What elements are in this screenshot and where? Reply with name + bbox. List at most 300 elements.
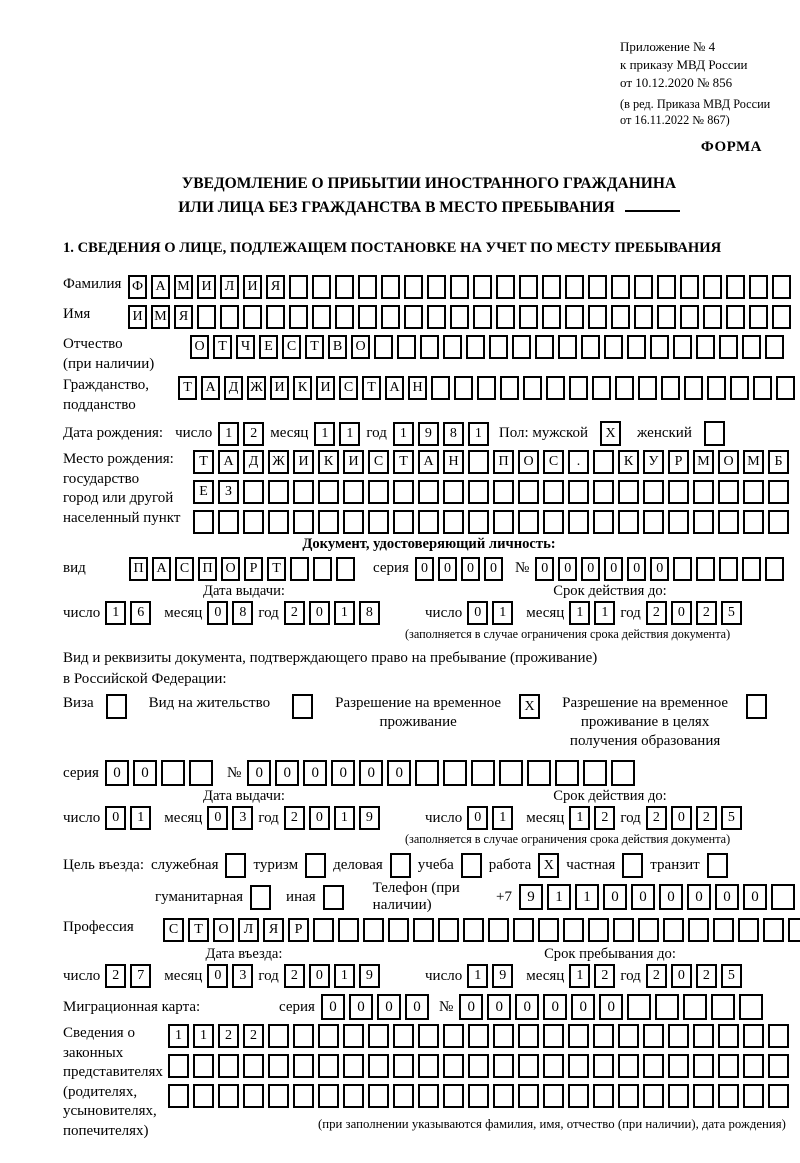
char-box[interactable]	[543, 1084, 564, 1108]
char-box[interactable]	[615, 376, 634, 400]
char-box[interactable]	[413, 918, 434, 942]
char-box[interactable]: 8	[443, 422, 464, 446]
char-box[interactable]	[420, 335, 439, 359]
char-box[interactable]	[368, 1054, 389, 1078]
char-box[interactable]: С	[339, 376, 358, 400]
char-box[interactable]	[518, 1054, 539, 1078]
purpose-transit-checkbox[interactable]	[707, 853, 728, 878]
char-box[interactable]	[313, 918, 334, 942]
char-box[interactable]	[268, 510, 289, 534]
char-box[interactable]: Д	[243, 450, 264, 474]
char-box[interactable]	[443, 510, 464, 534]
char-box[interactable]	[538, 918, 559, 942]
char-box[interactable]: 0	[461, 557, 480, 581]
char-box[interactable]	[488, 918, 509, 942]
char-box[interactable]	[569, 376, 588, 400]
char-box[interactable]	[707, 376, 726, 400]
char-box[interactable]	[266, 305, 285, 329]
temp-residence-education-checkbox[interactable]	[746, 694, 767, 719]
char-box[interactable]	[393, 1024, 414, 1048]
residence-issue-month-input[interactable]	[207, 806, 253, 830]
char-box[interactable]: Р	[288, 918, 309, 942]
char-box[interactable]	[390, 853, 411, 878]
char-box[interactable]: 0	[309, 964, 330, 988]
char-box[interactable]: 1	[334, 601, 355, 625]
char-box[interactable]: 8	[359, 601, 380, 625]
char-box[interactable]: Е	[193, 480, 214, 504]
char-box[interactable]	[268, 480, 289, 504]
char-box[interactable]	[688, 918, 709, 942]
char-box[interactable]	[565, 305, 584, 329]
char-box[interactable]	[543, 510, 564, 534]
char-box[interactable]	[704, 421, 725, 446]
char-box[interactable]	[611, 760, 635, 786]
char-box[interactable]	[583, 760, 607, 786]
char-box[interactable]	[739, 994, 763, 1020]
char-box[interactable]: 0	[487, 994, 511, 1020]
char-box[interactable]: Я	[174, 305, 193, 329]
char-box[interactable]	[542, 275, 561, 299]
profession-input[interactable]	[163, 918, 800, 942]
char-box[interactable]: 1	[575, 884, 599, 910]
char-box[interactable]	[368, 510, 389, 534]
char-box[interactable]	[468, 480, 489, 504]
char-box[interactable]: И	[128, 305, 147, 329]
purpose-study-checkbox[interactable]	[461, 853, 482, 878]
birth-place-line2-input[interactable]	[193, 480, 789, 504]
char-box[interactable]	[768, 480, 789, 504]
char-box[interactable]: Д	[224, 376, 243, 400]
char-box[interactable]	[771, 884, 795, 910]
char-box[interactable]: 1	[193, 1024, 214, 1048]
char-box[interactable]	[768, 1084, 789, 1108]
char-box[interactable]	[527, 760, 551, 786]
char-box[interactable]: З	[218, 480, 239, 504]
char-box[interactable]	[565, 275, 584, 299]
char-box[interactable]	[568, 480, 589, 504]
char-box[interactable]: 3	[232, 806, 253, 830]
char-box[interactable]	[336, 557, 355, 581]
char-box[interactable]: Н	[443, 450, 464, 474]
char-box[interactable]	[568, 1054, 589, 1078]
char-box[interactable]	[161, 760, 185, 786]
char-box[interactable]: Т	[213, 335, 232, 359]
char-box[interactable]: 1	[105, 601, 126, 625]
representatives-line1-input[interactable]	[168, 1024, 789, 1048]
char-box[interactable]	[634, 305, 653, 329]
char-box[interactable]	[293, 510, 314, 534]
char-box[interactable]	[663, 918, 684, 942]
char-box[interactable]: 0	[438, 557, 457, 581]
birth-year-input[interactable]	[393, 422, 489, 446]
char-box[interactable]	[243, 305, 262, 329]
char-box[interactable]	[471, 760, 495, 786]
char-box[interactable]: Ж	[268, 450, 289, 474]
char-box[interactable]	[493, 1024, 514, 1048]
purpose-official-checkbox[interactable]	[225, 853, 246, 878]
char-box[interactable]	[768, 510, 789, 534]
char-box[interactable]: 1	[569, 806, 590, 830]
doc-number-input[interactable]	[535, 557, 784, 581]
char-box[interactable]: Р	[668, 450, 689, 474]
char-box[interactable]: 9	[359, 964, 380, 988]
char-box[interactable]	[588, 918, 609, 942]
char-box[interactable]	[418, 1024, 439, 1048]
char-box[interactable]	[593, 450, 614, 474]
char-box[interactable]	[519, 305, 538, 329]
char-box[interactable]	[657, 275, 676, 299]
char-box[interactable]: М	[743, 450, 764, 474]
birth-place-line3-input[interactable]	[193, 510, 789, 534]
char-box[interactable]: С	[175, 557, 194, 581]
char-box[interactable]	[668, 1084, 689, 1108]
char-box[interactable]: 0	[599, 994, 623, 1020]
entry-day-input[interactable]	[105, 964, 151, 988]
doc-issue-month-input[interactable]	[207, 601, 253, 625]
char-box[interactable]	[463, 918, 484, 942]
char-box[interactable]	[668, 480, 689, 504]
char-box[interactable]: 2	[243, 422, 264, 446]
residence-permit-checkbox[interactable]	[292, 694, 313, 719]
residence-issue-year-input[interactable]	[284, 806, 380, 830]
char-box[interactable]	[318, 1024, 339, 1048]
char-box[interactable]	[568, 510, 589, 534]
char-box[interactable]	[293, 1024, 314, 1048]
char-box[interactable]	[218, 1054, 239, 1078]
char-box[interactable]	[493, 1084, 514, 1108]
char-box[interactable]	[746, 694, 767, 719]
char-box[interactable]: 0	[627, 557, 646, 581]
residence-number-input[interactable]	[247, 760, 635, 786]
char-box[interactable]	[268, 1054, 289, 1078]
given-name-input[interactable]	[128, 305, 791, 329]
char-box[interactable]: 2	[594, 964, 615, 988]
char-box[interactable]: О	[213, 918, 234, 942]
char-box[interactable]: X	[519, 694, 540, 719]
char-box[interactable]: Я	[266, 275, 285, 299]
char-box[interactable]	[318, 1084, 339, 1108]
char-box[interactable]: 1	[594, 601, 615, 625]
char-box[interactable]	[292, 694, 313, 719]
char-box[interactable]	[707, 853, 728, 878]
char-box[interactable]: 0	[715, 884, 739, 910]
char-box[interactable]: 0	[535, 557, 554, 581]
char-box[interactable]	[427, 305, 446, 329]
char-box[interactable]	[657, 305, 676, 329]
char-box[interactable]: О	[718, 450, 739, 474]
char-box[interactable]	[358, 305, 377, 329]
char-box[interactable]	[468, 1024, 489, 1048]
char-box[interactable]	[643, 480, 664, 504]
representatives-line2-input[interactable]	[168, 1054, 789, 1078]
char-box[interactable]	[450, 305, 469, 329]
residence-issue-day-input[interactable]	[105, 806, 151, 830]
char-box[interactable]	[443, 1024, 464, 1048]
char-box[interactable]	[343, 510, 364, 534]
doc-expiry-year-input[interactable]	[646, 601, 742, 625]
char-box[interactable]	[289, 275, 308, 299]
char-box[interactable]: 0	[558, 557, 577, 581]
char-box[interactable]	[693, 480, 714, 504]
residence-expiry-year-input[interactable]	[646, 806, 742, 830]
char-box[interactable]	[368, 480, 389, 504]
char-box[interactable]	[719, 335, 738, 359]
purpose-humanitarian-checkbox[interactable]	[250, 885, 271, 910]
char-box[interactable]: X	[538, 853, 559, 878]
char-box[interactable]: Ч	[236, 335, 255, 359]
char-box[interactable]: 8	[232, 601, 253, 625]
char-box[interactable]: 2	[105, 964, 126, 988]
char-box[interactable]: 0	[459, 994, 483, 1020]
char-box[interactable]	[500, 376, 519, 400]
residence-series-input[interactable]	[105, 760, 213, 786]
char-box[interactable]	[335, 275, 354, 299]
char-box[interactable]: 5	[721, 601, 742, 625]
char-box[interactable]: 0	[467, 601, 488, 625]
char-box[interactable]: 2	[696, 806, 717, 830]
char-box[interactable]: А	[385, 376, 404, 400]
char-box[interactable]	[703, 275, 722, 299]
char-box[interactable]	[588, 305, 607, 329]
char-box[interactable]	[683, 994, 707, 1020]
char-box[interactable]: Р	[244, 557, 263, 581]
char-box[interactable]: 0	[405, 994, 429, 1020]
char-box[interactable]	[696, 557, 715, 581]
char-box[interactable]: Т	[193, 450, 214, 474]
char-box[interactable]: 2	[284, 964, 305, 988]
char-box[interactable]	[431, 376, 450, 400]
char-box[interactable]: 2	[646, 601, 667, 625]
char-box[interactable]	[542, 305, 561, 329]
char-box[interactable]	[381, 275, 400, 299]
purpose-other-checkbox[interactable]	[323, 885, 344, 910]
char-box[interactable]	[393, 480, 414, 504]
char-box[interactable]	[368, 1084, 389, 1108]
char-box[interactable]	[673, 557, 692, 581]
char-box[interactable]	[168, 1084, 189, 1108]
char-box[interactable]: К	[293, 376, 312, 400]
char-box[interactable]: 0	[105, 760, 129, 786]
char-box[interactable]	[374, 335, 393, 359]
representatives-line3-input[interactable]	[168, 1084, 789, 1108]
char-box[interactable]: 0	[309, 806, 330, 830]
char-box[interactable]: И	[316, 376, 335, 400]
char-box[interactable]	[193, 1054, 214, 1078]
char-box[interactable]	[749, 275, 768, 299]
entry-month-input[interactable]	[207, 964, 253, 988]
char-box[interactable]: 0	[467, 806, 488, 830]
char-box[interactable]: Т	[305, 335, 324, 359]
char-box[interactable]: 0	[650, 557, 669, 581]
purpose-private-checkbox[interactable]	[622, 853, 643, 878]
birth-month-input[interactable]	[314, 422, 360, 446]
char-box[interactable]	[568, 1084, 589, 1108]
char-box[interactable]	[718, 480, 739, 504]
char-box[interactable]	[693, 1054, 714, 1078]
doc-issue-day-input[interactable]	[105, 601, 151, 625]
char-box[interactable]: 0	[543, 994, 567, 1020]
char-box[interactable]	[466, 335, 485, 359]
char-box[interactable]	[415, 760, 439, 786]
char-box[interactable]	[743, 510, 764, 534]
char-box[interactable]	[726, 305, 745, 329]
stay-month-input[interactable]	[569, 964, 615, 988]
char-box[interactable]	[643, 1084, 664, 1108]
char-box[interactable]: 2	[696, 601, 717, 625]
char-box[interactable]	[627, 335, 646, 359]
char-box[interactable]	[363, 918, 384, 942]
char-box[interactable]	[443, 760, 467, 786]
char-box[interactable]: 9	[519, 884, 543, 910]
char-box[interactable]	[743, 1054, 764, 1078]
char-box[interactable]	[593, 1054, 614, 1078]
char-box[interactable]: У	[643, 450, 664, 474]
char-box[interactable]	[763, 918, 784, 942]
char-box[interactable]: 0	[309, 601, 330, 625]
surname-input[interactable]	[128, 275, 791, 299]
char-box[interactable]	[726, 275, 745, 299]
char-box[interactable]	[673, 335, 692, 359]
char-box[interactable]	[499, 760, 523, 786]
doc-expiry-day-input[interactable]	[467, 601, 513, 625]
char-box[interactable]: А	[218, 450, 239, 474]
char-box[interactable]: М	[174, 275, 193, 299]
char-box[interactable]	[753, 376, 772, 400]
char-box[interactable]	[388, 918, 409, 942]
char-box[interactable]	[513, 918, 534, 942]
char-box[interactable]: 2	[243, 1024, 264, 1048]
char-box[interactable]	[358, 275, 377, 299]
stay-day-input[interactable]	[467, 964, 513, 988]
char-box[interactable]: Л	[238, 918, 259, 942]
char-box[interactable]: 5	[721, 806, 742, 830]
char-box[interactable]	[558, 335, 577, 359]
char-box[interactable]	[335, 305, 354, 329]
char-box[interactable]: И	[270, 376, 289, 400]
char-box[interactable]	[668, 510, 689, 534]
char-box[interactable]: 2	[646, 806, 667, 830]
char-box[interactable]	[765, 335, 784, 359]
char-box[interactable]: 0	[631, 884, 655, 910]
char-box[interactable]: 1	[468, 422, 489, 446]
char-box[interactable]: 0	[671, 601, 692, 625]
char-box[interactable]	[243, 1054, 264, 1078]
char-box[interactable]: М	[151, 305, 170, 329]
char-box[interactable]: 7	[130, 964, 151, 988]
char-box[interactable]	[243, 1084, 264, 1108]
char-box[interactable]: К	[618, 450, 639, 474]
char-box[interactable]: 2	[284, 806, 305, 830]
sex-male-checkbox[interactable]	[600, 421, 621, 446]
char-box[interactable]: С	[543, 450, 564, 474]
char-box[interactable]	[768, 1024, 789, 1048]
char-box[interactable]	[343, 1054, 364, 1078]
char-box[interactable]	[593, 1084, 614, 1108]
char-box[interactable]: 0	[207, 964, 228, 988]
char-box[interactable]	[535, 335, 554, 359]
char-box[interactable]	[618, 1024, 639, 1048]
purpose-tourism-checkbox[interactable]	[305, 853, 326, 878]
char-box[interactable]	[381, 305, 400, 329]
visa-checkbox[interactable]	[106, 694, 127, 719]
char-box[interactable]	[250, 885, 271, 910]
char-box[interactable]: Н	[408, 376, 427, 400]
char-box[interactable]: С	[368, 450, 389, 474]
char-box[interactable]	[443, 1054, 464, 1078]
char-box[interactable]	[768, 1054, 789, 1078]
char-box[interactable]	[268, 1084, 289, 1108]
char-box[interactable]: 0	[321, 994, 345, 1020]
char-box[interactable]	[742, 335, 761, 359]
char-box[interactable]	[622, 853, 643, 878]
char-box[interactable]: 0	[207, 601, 228, 625]
char-box[interactable]: 0	[275, 760, 299, 786]
char-box[interactable]: И	[197, 275, 216, 299]
char-box[interactable]	[305, 853, 326, 878]
char-box[interactable]	[568, 1024, 589, 1048]
char-box[interactable]	[468, 450, 489, 474]
char-box[interactable]: 0	[571, 994, 595, 1020]
char-box[interactable]: 9	[418, 422, 439, 446]
char-box[interactable]	[312, 275, 331, 299]
char-box[interactable]	[668, 1054, 689, 1078]
char-box[interactable]	[443, 1084, 464, 1108]
char-box[interactable]: 1	[467, 964, 488, 988]
char-box[interactable]	[343, 1024, 364, 1048]
char-box[interactable]: 0	[581, 557, 600, 581]
char-box[interactable]	[293, 1084, 314, 1108]
char-box[interactable]	[765, 557, 784, 581]
char-box[interactable]: 0	[105, 806, 126, 830]
char-box[interactable]	[693, 1084, 714, 1108]
char-box[interactable]	[193, 1084, 214, 1108]
char-box[interactable]	[220, 305, 239, 329]
char-box[interactable]	[418, 1054, 439, 1078]
doc-series-input[interactable]	[415, 557, 503, 581]
char-box[interactable]: К	[318, 450, 339, 474]
char-box[interactable]	[668, 1024, 689, 1048]
char-box[interactable]	[655, 994, 679, 1020]
char-box[interactable]: 0	[671, 964, 692, 988]
doc-issue-year-input[interactable]	[284, 601, 380, 625]
char-box[interactable]: 1	[393, 422, 414, 446]
char-box[interactable]	[718, 1024, 739, 1048]
char-box[interactable]: 0	[377, 994, 401, 1020]
char-box[interactable]	[338, 918, 359, 942]
char-box[interactable]: 1	[569, 964, 590, 988]
char-box[interactable]	[680, 305, 699, 329]
char-box[interactable]	[518, 480, 539, 504]
char-box[interactable]	[397, 335, 416, 359]
stay-year-input[interactable]	[646, 964, 742, 988]
char-box[interactable]: 6	[130, 601, 151, 625]
char-box[interactable]	[718, 1084, 739, 1108]
char-box[interactable]: 5	[721, 964, 742, 988]
char-box[interactable]	[168, 1054, 189, 1078]
char-box[interactable]	[477, 376, 496, 400]
char-box[interactable]: 0	[349, 994, 373, 1020]
char-box[interactable]: 0	[743, 884, 767, 910]
purpose-work-checkbox[interactable]	[538, 853, 559, 878]
char-box[interactable]	[743, 1024, 764, 1048]
char-box[interactable]: 1	[547, 884, 571, 910]
char-box[interactable]: А	[152, 557, 171, 581]
char-box[interactable]: 2	[646, 964, 667, 988]
char-box[interactable]: 0	[603, 884, 627, 910]
char-box[interactable]	[473, 305, 492, 329]
char-box[interactable]: 0	[303, 760, 327, 786]
birth-place-line1-input[interactable]	[193, 450, 789, 474]
